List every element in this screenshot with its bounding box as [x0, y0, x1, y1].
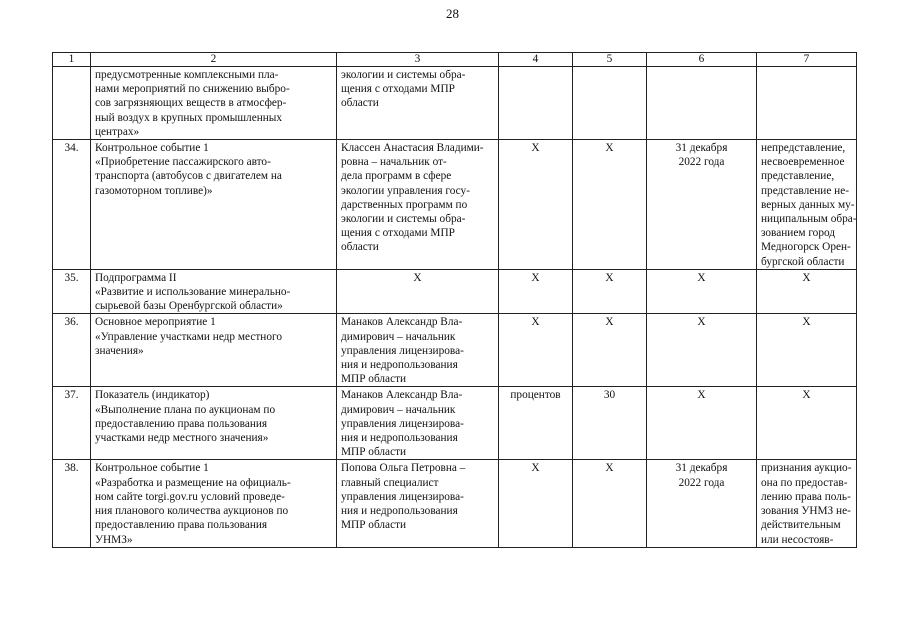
header-cell: 5 — [573, 53, 647, 67]
cell-line: «Развитие и использование минерально- — [95, 286, 291, 299]
responsible-cell — [337, 314, 499, 387]
value-cell: Х — [573, 460, 647, 547]
row-number: 35. — [53, 269, 91, 314]
event-description-cell — [91, 269, 337, 314]
responsibility-table — [52, 52, 857, 548]
cell-line: предоставлению права пользования — [95, 417, 268, 430]
responsible-cell — [337, 460, 499, 547]
table-row — [53, 314, 857, 387]
unit-cell — [499, 67, 573, 140]
table-row — [53, 387, 857, 460]
value-cell: Х — [573, 314, 647, 387]
cell-line: Классен Анастасия Владими- — [341, 142, 484, 155]
cell-line: «Приобретение пассажирского авто- — [95, 156, 271, 169]
cell-line: УНМЗ» — [95, 533, 133, 546]
responsible-cell — [337, 140, 499, 270]
cell-line: МПР области — [341, 446, 407, 459]
cell-line: признания аукцио- — [761, 462, 852, 475]
cell-line: «Управление участками недр местного — [95, 330, 282, 343]
cell-line: области — [341, 241, 379, 254]
event-description-cell — [91, 314, 337, 387]
cell-line: или несостояв- — [761, 533, 834, 546]
cell-line: 2022 года — [678, 156, 725, 169]
cell-line: участками недр местного значения» — [95, 432, 269, 445]
cell-line: МПР области — [341, 519, 407, 532]
cell-line: экологии управления госу- — [341, 184, 470, 197]
header-cell: 4 — [499, 53, 573, 67]
cell-line: ный воздух в крупных промышленных — [95, 111, 283, 124]
row-number — [53, 67, 91, 140]
header-cell: 3 — [337, 53, 499, 67]
cell-line: лению права поль- — [761, 490, 851, 503]
cell-line: Манаков Александр Вла- — [341, 389, 463, 402]
cell-line: ния и недропользования — [341, 505, 458, 518]
cell-line: 31 декабря — [675, 462, 728, 475]
risk-cell — [757, 67, 857, 140]
risk-cell: Х — [757, 269, 857, 314]
cell-line: димирович – начальник — [341, 403, 456, 416]
responsible-cell — [337, 387, 499, 460]
cell-line: экологии и системы обра- — [341, 213, 466, 226]
page-number: 28 — [446, 6, 459, 21]
header-cell: 1 — [53, 53, 91, 67]
header-cell: 2 — [91, 53, 337, 67]
deadline-cell: Х — [647, 269, 757, 314]
cell-line: она по предостав- — [761, 476, 848, 489]
cell-line: Попова Ольга Петровна – — [341, 462, 466, 475]
deadline-cell — [647, 140, 757, 270]
cell-line: димирович – начальник — [341, 330, 456, 343]
cell-line: дела программ в сфере — [341, 170, 452, 183]
header-cell: 7 — [757, 53, 857, 67]
cell-line: управления лицензирова- — [341, 344, 464, 357]
cell-line: транспорта (автобусов с двигателем на — [95, 170, 282, 183]
cell-line: щения с отходами МПР — [341, 227, 455, 240]
cell-line: ния и недропользования — [341, 432, 458, 445]
cell-line: ровна – начальник от- — [341, 156, 447, 169]
row-number: 37. — [53, 387, 91, 460]
cell-line: значения» — [95, 344, 144, 357]
cell-line: зованием город — [761, 227, 836, 240]
cell-line: ния планового количества аукционов по — [95, 505, 289, 518]
cell-line: предоставлению права пользования — [95, 519, 268, 532]
cell-line: «Выполнение плана по аукционам по — [95, 403, 276, 416]
cell-line: 2022 года — [678, 476, 725, 489]
cell-line: непредставление, — [761, 142, 846, 155]
deadline-cell: Х — [647, 314, 757, 387]
cell-line: Манаков Александр Вла- — [341, 316, 463, 329]
cell-line: нами мероприятий по снижению выбро- — [95, 83, 290, 96]
cell-line: экологии и системы обра- — [341, 69, 466, 81]
value-cell: 30 — [573, 387, 647, 460]
cell-line: ниципальным обра- — [761, 213, 857, 226]
cell-line: управления лицензирова- — [341, 490, 464, 503]
risk-cell: Х — [757, 314, 857, 387]
row-number: 34. — [53, 140, 91, 270]
table-row — [53, 460, 857, 547]
event-description-cell — [91, 387, 337, 460]
value-cell: Х — [573, 269, 647, 314]
risk-cell — [757, 460, 857, 547]
cell-line: ном сайте torgi.gov.ru условий проведе- — [95, 490, 285, 503]
cell-line: Подпрограмма II — [95, 271, 177, 284]
cell-line: сырьевой базы Оренбургской области» — [95, 300, 283, 313]
deadline-cell — [647, 67, 757, 140]
cell-line: предусмотренные комплексными пла- — [95, 69, 279, 81]
cell-line: бургской области — [761, 255, 845, 268]
cell-line: 31 декабря — [675, 142, 728, 155]
row-number: 36. — [53, 314, 91, 387]
unit-cell: процентов — [499, 387, 573, 460]
cell-line: газомоторном топливе)» — [95, 184, 213, 197]
deadline-cell — [647, 460, 757, 547]
cell-line: «Разработка и размещение на официаль- — [95, 476, 291, 489]
cell-line: действительным — [761, 519, 841, 532]
table-header-row — [53, 53, 857, 67]
header-cell: 6 — [647, 53, 757, 67]
cell-line: центрах» — [95, 125, 140, 138]
cell-line: несвоевременное — [761, 156, 845, 169]
cell-line: верных данных му- — [761, 198, 855, 211]
cell-line: представление не- — [761, 184, 849, 197]
cell-line: Показатель (индикатор) — [95, 389, 210, 402]
table-row — [53, 140, 857, 270]
cell-line: представление, — [761, 170, 835, 183]
unit-cell: Х — [499, 314, 573, 387]
responsible-cell — [337, 67, 499, 140]
responsible-cell: Х — [337, 269, 499, 314]
event-description-cell — [91, 460, 337, 547]
event-description-cell — [91, 140, 337, 270]
value-cell — [573, 67, 647, 140]
cell-line: Основное мероприятие 1 — [95, 316, 216, 329]
table-row — [53, 269, 857, 314]
event-description-cell — [91, 67, 337, 140]
cell-line: Контрольное событие 1 — [95, 462, 209, 475]
cell-line: области — [341, 97, 379, 110]
cell-line: МПР области — [341, 373, 407, 386]
cell-line: сов загрязняющих веществ в атмосфер- — [95, 97, 287, 110]
cell-line: ния и недропользования — [341, 359, 458, 372]
unit-cell: Х — [499, 140, 573, 270]
risk-cell: Х — [757, 387, 857, 460]
risk-cell — [757, 140, 857, 270]
cell-line: главный специалист — [341, 476, 439, 489]
table-row — [53, 67, 857, 140]
unit-cell: Х — [499, 460, 573, 547]
cell-line: щения с отходами МПР — [341, 83, 455, 96]
cell-line: управления лицензирова- — [341, 417, 464, 430]
row-number: 38. — [53, 460, 91, 547]
cell-line: дарственных программ по — [341, 198, 468, 211]
cell-line: зования УНМЗ не- — [761, 505, 851, 518]
value-cell: Х — [573, 140, 647, 270]
cell-line: Контрольное событие 1 — [95, 142, 209, 155]
unit-cell: Х — [499, 269, 573, 314]
deadline-cell: Х — [647, 387, 757, 460]
cell-line: Медногорск Орен- — [761, 241, 851, 254]
